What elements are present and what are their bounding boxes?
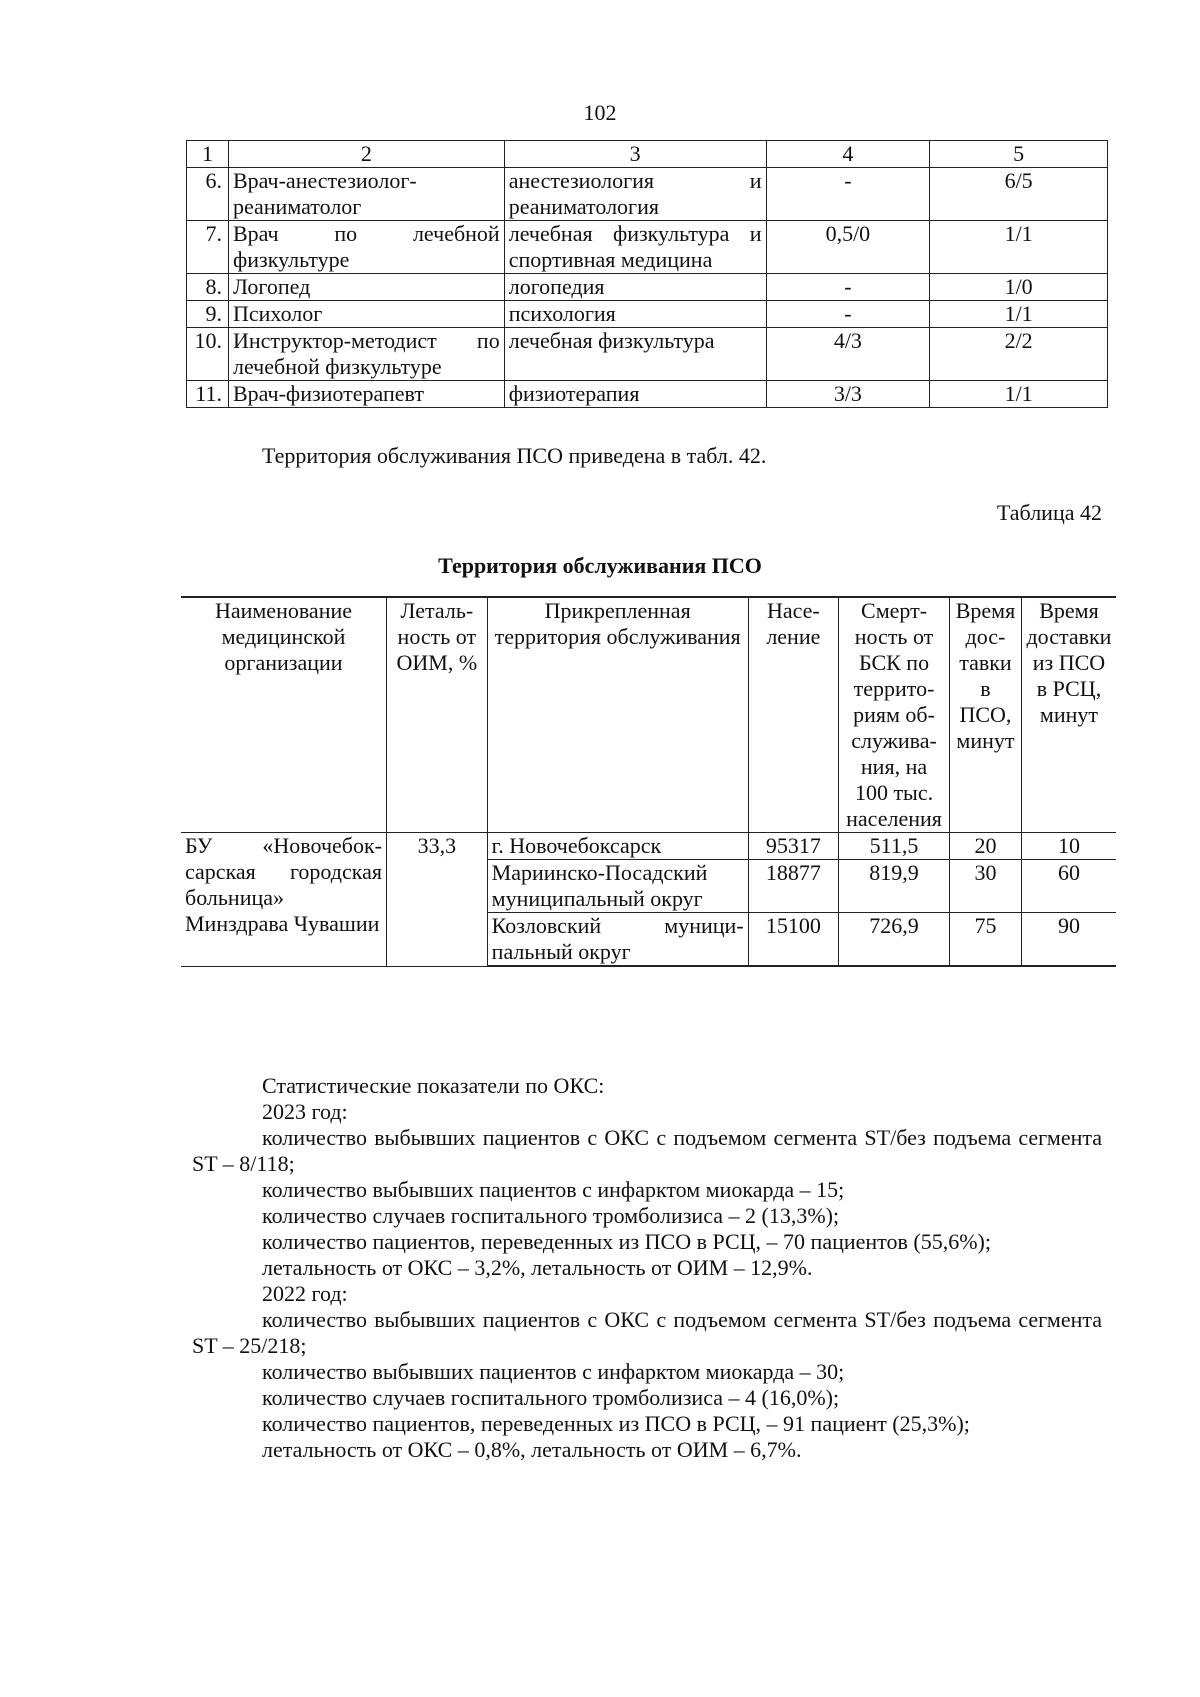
mortality-cell: 819,9 — [839, 860, 950, 913]
mortality-cell: 511,5 — [839, 833, 950, 860]
table-row — [187, 381, 1108, 408]
time-rsc-cell: 60 — [1021, 860, 1116, 913]
table-row — [181, 833, 1116, 860]
specialty-cell: физиотерапия — [504, 381, 766, 408]
header-cell: 3 — [504, 141, 766, 168]
staff-table-header-row — [187, 141, 1108, 168]
table-row — [187, 328, 1108, 381]
specialty-cell: лечебная физкультура — [504, 328, 766, 381]
staff-table — [186, 140, 1108, 408]
table-label: Таблица 42 — [996, 500, 1102, 525]
specialty-cell: логопедия — [504, 274, 766, 301]
intro-paragraph: Территория обслуживания ПСО приведена в табл. 42. — [262, 443, 767, 468]
year-heading: 2022 год: — [262, 1281, 348, 1306]
position-cell: Врач по лечебной физкультуре — [228, 221, 504, 274]
header-mortality: Смертность от БСК по территориям обслуживания, на 100 тыс. населения — [839, 597, 950, 833]
header-lethality: Летальность от ОИМ, % — [386, 597, 487, 833]
value-cell: 0,5/0 — [766, 221, 930, 274]
population-cell: 18877 — [748, 860, 838, 913]
header-cell: 4 — [766, 141, 930, 168]
table-title: Территория обслуживания ПСО — [438, 553, 762, 578]
specialty-cell: анестезиология и реаниматология — [504, 168, 766, 221]
specialty-cell: психология — [504, 301, 766, 328]
specialty-cell: лечебная физкультура и спортивная медицина — [504, 221, 766, 274]
value-cell: 6/5 — [930, 168, 1108, 221]
stat-item: количество выбывших пациентов с ОКС с подъемом сегмента ST/без подъема сегмента ST – 8/118; — [192, 1125, 1102, 1176]
position-cell: Логопед — [228, 274, 504, 301]
stats-heading: Статистические показатели по ОКС: — [262, 1073, 605, 1098]
row-number: 9. — [187, 301, 229, 328]
row-number: 6. — [187, 168, 229, 221]
header-population: Население — [748, 597, 838, 833]
value-cell: - — [766, 301, 930, 328]
territory-cell: Козловский муниципальный округ — [487, 913, 748, 967]
table-header-row — [181, 597, 1116, 833]
table-row — [187, 221, 1108, 274]
position-cell: Врач-анестезиолог-реаниматолог — [228, 168, 504, 221]
row-number: 10. — [187, 328, 229, 381]
population-cell: 15100 — [748, 913, 838, 967]
time-pso-cell: 20 — [950, 833, 1022, 860]
mortality-cell: 726,9 — [839, 913, 950, 967]
time-pso-cell: 30 — [950, 860, 1022, 913]
stat-item: количество пациентов, переведенных из ПСО в РСЦ, – 70 пациентов (55,6%); — [262, 1229, 991, 1254]
table-row — [187, 274, 1108, 301]
position-cell: Врач-физиотерапевт — [228, 381, 504, 408]
value-cell: 1/1 — [930, 301, 1108, 328]
statistics-section — [192, 1073, 1102, 1463]
service-territory-table — [181, 596, 1116, 967]
territory-cell: Мариинско-Посадский муниципальный округ — [487, 860, 748, 913]
time-rsc-cell: 10 — [1021, 833, 1116, 860]
header-cell: 5 — [930, 141, 1108, 168]
row-number: 7. — [187, 221, 229, 274]
value-cell: - — [766, 168, 930, 221]
value-cell: 1/1 — [930, 221, 1108, 274]
header-cell: 2 — [228, 141, 504, 168]
value-cell: 1/1 — [930, 381, 1108, 408]
stat-item: количество выбывших пациентов с ОКС с подъемом сегмента ST/без подъема сегмента ST – 25/218; — [192, 1307, 1102, 1358]
page-number: 102 — [583, 100, 617, 125]
stat-item: летальность от ОКС – 0,8%, летальность от ОИМ – 6,7%. — [262, 1437, 802, 1462]
table-row — [187, 168, 1108, 221]
stat-item: количество случаев госпитального тромболизиса – 2 (13,3%); — [262, 1203, 840, 1228]
position-cell: Психолог — [228, 301, 504, 328]
time-rsc-cell: 90 — [1021, 913, 1116, 967]
value-cell: - — [766, 274, 930, 301]
header-time-pso: Время доставки в ПСО, минут — [950, 597, 1022, 833]
population-cell: 95317 — [748, 833, 838, 860]
table-row — [187, 301, 1108, 328]
position-cell: Инструктор-методист по лечебной физкультуре — [228, 328, 504, 381]
territory-cell: г. Новочебоксарск — [487, 833, 748, 860]
organization-cell: БУ «Новочебоксарская городская больница» Минздрава Чувашии — [181, 833, 386, 967]
lethality-cell: 33,3 — [386, 833, 487, 967]
row-number: 11. — [187, 381, 229, 408]
stat-item: количество пациентов, переведенных из ПСО в РСЦ, – 91 пациент (25,3%); — [262, 1411, 970, 1436]
header-territory: Прикрепленная территория обслуживания — [487, 597, 748, 833]
stat-item: летальность от ОКС – 3,2%, летальность от ОИМ – 12,9%. — [262, 1255, 813, 1280]
value-cell: 2/2 — [930, 328, 1108, 381]
year-heading: 2023 год: — [262, 1099, 348, 1124]
stat-item: количество выбывших пациентов с инфарктом миокарда – 30; — [262, 1359, 845, 1384]
header-time-rsc: Время доставки из ПСО в РСЦ, минут — [1021, 597, 1116, 833]
value-cell: 1/0 — [930, 274, 1108, 301]
header-cell: 1 — [187, 141, 229, 168]
stat-item: количество выбывших пациентов с инфарктом миокарда – 15; — [262, 1177, 845, 1202]
stat-item: количество случаев госпитального тромболизиса – 4 (16,0%); — [262, 1385, 840, 1410]
value-cell: 3/3 — [766, 381, 930, 408]
value-cell: 4/3 — [766, 328, 930, 381]
row-number: 8. — [187, 274, 229, 301]
header-org: Наименование медицинской организации — [181, 597, 386, 833]
time-pso-cell: 75 — [950, 913, 1022, 967]
